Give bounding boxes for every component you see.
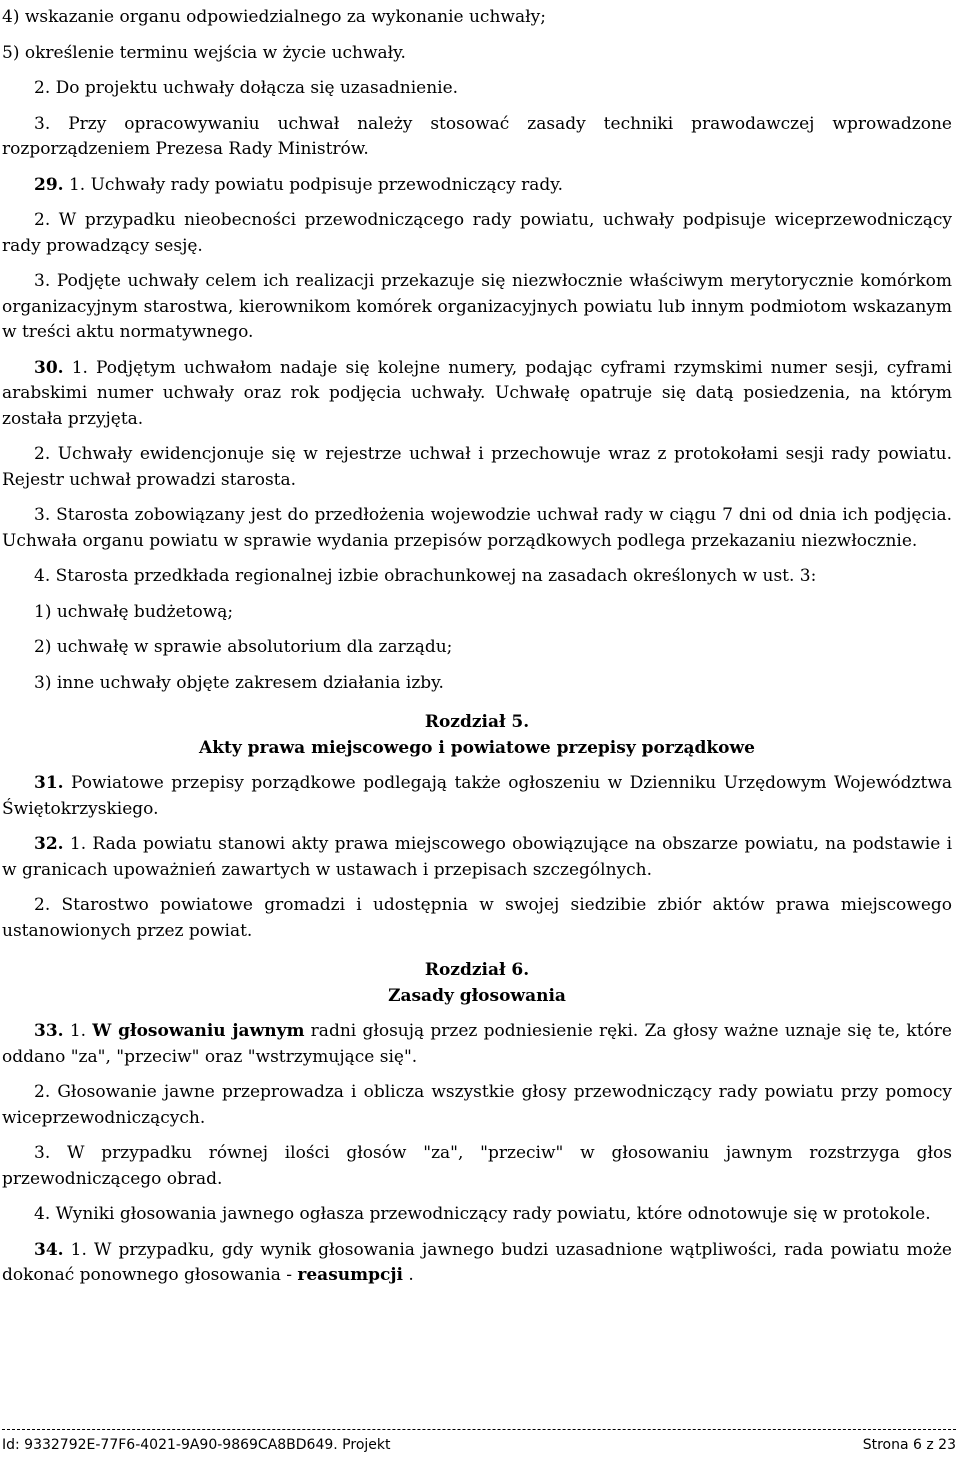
footer-divider [2, 1429, 956, 1430]
section-30-para-4: 4. Starosta przedkłada regionalnej izbie obrachunkowej na zasadach określonych w ust. 3: [34, 566, 817, 586]
section-34-number: 34. [34, 1239, 64, 1260]
section-34-para-1-prefix: 1. W przypadku, gdy wynik głosowania jawnego budzi uzasadnione wątpliwości, rada powiatu może dokonać ponownego głosowania - [2, 1239, 952, 1285]
section-30-para-3: 3. Starosta zobowiązany jest do przedłożenia wojewodzie uchwał rady w ciągu 7 dni od dnia ich podjęcia. Uchwała organu powiatu w sprawie wydania przepisów porządkowych podlega przekazaniu niezwłocznie. [2, 505, 952, 551]
section-33-para-4: 4. Wyniki głosowania jawnego ogłasza przewodniczący rady powiatu, które odnotowuje się w protokole. [34, 1204, 931, 1224]
chapter-6-number: Rozdział 6. [424, 960, 530, 980]
section-30-item-2: 2) uchwałę w sprawie absolutorium dla zarządu; [34, 637, 453, 657]
chapter-6-title: Zasady głosowania [388, 985, 566, 1006]
section-33-para-1 [2, 1019, 952, 1070]
section-33-para-1-prefix: 1. [69, 1021, 93, 1041]
page-number: Strona 6 z 23 [862, 1437, 956, 1453]
page-footer [2, 1436, 956, 1454]
section-32-para-1-text: 1. Rada powiatu stanowi akty prawa miejscowego obowiązujące na obszarze powiatu, na podstawie i w granicach upoważnień zawartych w ustawach i przepisach szczególnych. [2, 834, 953, 880]
document-body [2, 0, 952, 1289]
section-29-number: 29. [34, 174, 64, 195]
section-30-para-1-text: 1. Podjętym uchwałom nadaje się kolejne numery, podając cyframi rzymskimi numer sesji, cyframi arabskimi numer uchwały oraz rok podjęcia uchwały. Uchwałę opatruje się datą posiedzenia, na którym została przyjęta. [2, 357, 952, 429]
paragraph-3: 3. Przy opracowywaniu uchwał należy stosować zasady techniki prawodawczej wprowadzone rozporządzeniem Prezesa Rady Ministrów. [2, 113, 952, 159]
section-29-para-2: 2. W przypadku nieobecności przewodniczącego rady powiatu, uchwały podpisuje wiceprzewodniczący rady prowadzący sesję. [2, 210, 952, 256]
section-34-para-1-rest: . [402, 1265, 414, 1285]
section-29-para-3: 3. Podjęte uchwały celem ich realizacji przekazuje się niezwłocznie właściwym merytorycznie komórkom organizacyjnym starostwa, kierownikom komórek organizacyjnych powiatu lub innym podmiotom wskazanym w treści aktu normatywnego. [2, 271, 952, 342]
section-30-number: 30. [34, 357, 64, 378]
section-29-para-1-text: 1. Uchwały rady powiatu podpisuje przewodniczący rady. [68, 174, 564, 195]
section-34-para-1 [2, 1238, 952, 1289]
section-33-para-2: 2. Głosowanie jawne przeprowadza i oblicza wszystkie głosy przewodniczący rady powiatu przy pomocy wiceprzewodniczących. [2, 1082, 952, 1128]
section-34-para-1-bold: reasumpcji [297, 1265, 403, 1285]
paragraph-2: 2. Do projektu uchwały dołącza się uzasadnienie. [34, 78, 459, 98]
section-33-number: 33. [34, 1021, 64, 1041]
section-31-text: Powiatowe przepisy porządkowe podlegają także ogłoszeniu w Dzienniku Urzędowym Województwa Świętokrzyskiego. [2, 773, 952, 819]
section-30-para-1 [2, 356, 952, 433]
section-31-number: 31. [34, 773, 64, 793]
section-33-para-1-bold: W głosowaniu jawnym [92, 1021, 305, 1041]
section-33-para-3: 3. W przypadku równej ilości głosów "za", "przeciw" w głosowaniu jawnym rozstrzyga głos przewodniczącego obrad. [2, 1143, 952, 1189]
section-33-para-1-rest: radni głosują przez podniesienie ręki. Za głosy ważne uznaje się te, które oddano "za", "przeciw" oraz "wstrzymujące się". [2, 1021, 952, 1067]
section-29-para-1 [2, 173, 952, 199]
section-32-number: 32. [34, 834, 64, 854]
section-32-para-1 [2, 832, 952, 883]
section-30-item-1: 1) uchwałę budżetową; [34, 601, 234, 622]
section-32-para-2: 2. Starostwo powiatowe gromadzi i udostępnia w swojej siedzibie zbiór aktów prawa miejscowego ustanowionych przez powiat. [2, 895, 952, 941]
point-5: 5) określenie terminu wejścia w życie uchwały. [2, 42, 406, 63]
section-31 [2, 771, 952, 822]
chapter-5-number: Rozdział 5. [424, 712, 530, 732]
chapter-5-title: Akty prawa miejscowego i powiatowe przepisy porządkowe [199, 737, 755, 758]
document-id: Id: 9332792E-77F6-4021-9A90-9869CA8BD649. Projekt [2, 1437, 391, 1453]
section-30-para-2: 2. Uchwały ewidencjonuje się w rejestrze uchwał i przechowuje wraz z protokołami sesji rady powiatu. Rejestr uchwał prowadzi starosta. [2, 444, 952, 490]
point-4: 4) wskazanie organu odpowiedzialnego za wykonanie uchwały; [2, 7, 546, 27]
section-30-item-3: 3) inne uchwały objęte zakresem działania izby. [34, 672, 444, 693]
